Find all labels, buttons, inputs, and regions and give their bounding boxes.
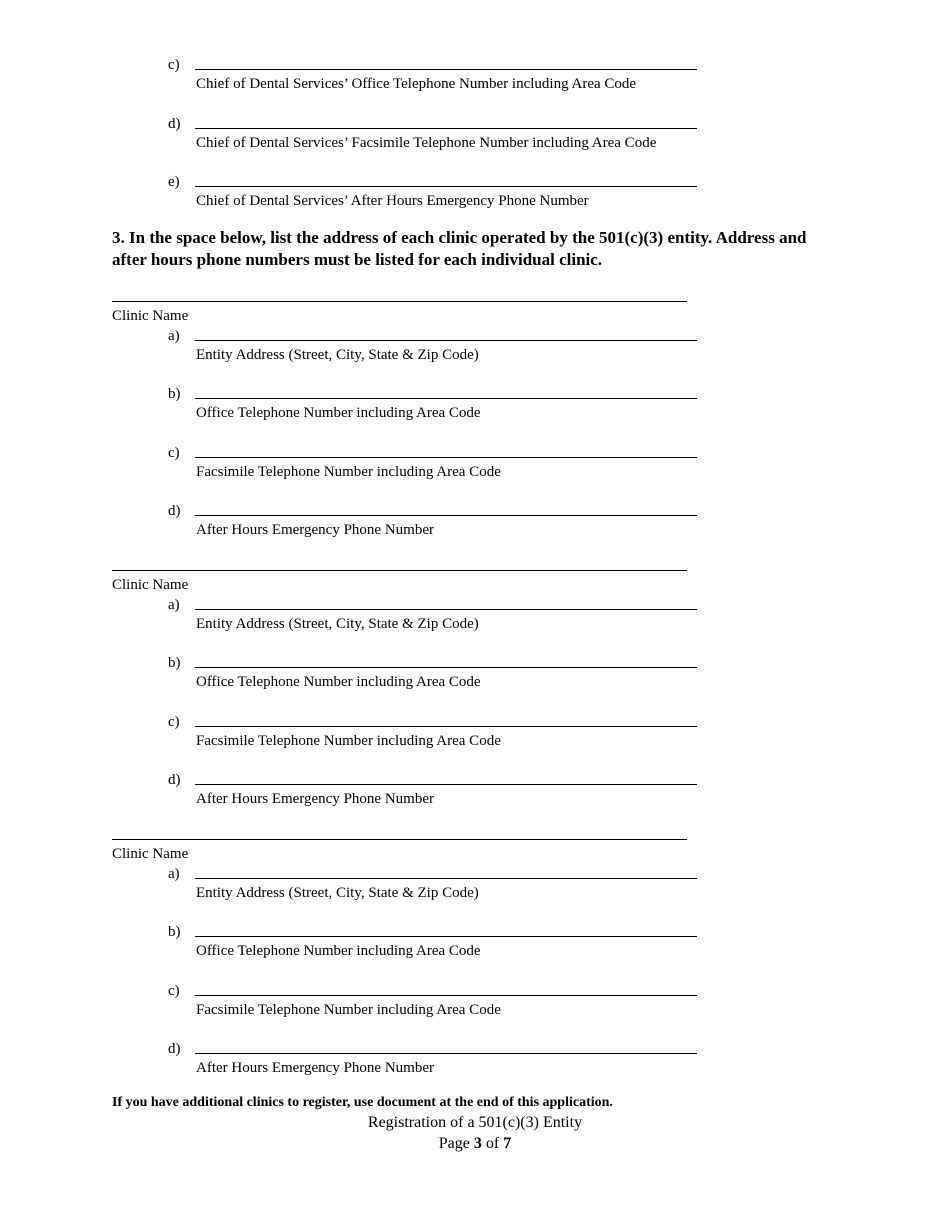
item-marker: c) (168, 983, 180, 999)
field-caption: Office Telephone Number including Area Code (196, 674, 481, 690)
field-caption: Entity Address (Street, City, State & Zip Code) (196, 347, 479, 363)
clinic-name-line[interactable] (112, 839, 687, 840)
clinic-name-label: Clinic Name (112, 846, 189, 862)
fill-in-line[interactable] (195, 186, 697, 187)
item-marker: c) (168, 714, 180, 730)
clinic-name-line[interactable] (112, 570, 687, 571)
page-of: of (485, 1135, 500, 1152)
field-caption: Office Telephone Number including Area Code (196, 405, 481, 421)
item-marker: b) (168, 655, 181, 671)
field-caption: After Hours Emergency Phone Number (196, 1060, 434, 1076)
field-caption: Entity Address (Street, City, State & Zip Code) (196, 616, 479, 632)
item-marker: d) (168, 503, 181, 519)
address-line[interactable] (195, 609, 697, 610)
fax-line[interactable] (195, 995, 697, 996)
item-marker: c) (168, 57, 180, 73)
address-line[interactable] (195, 340, 697, 341)
office-phone-line[interactable] (195, 398, 697, 399)
clinic-name-label: Clinic Name (112, 577, 189, 593)
field-caption: Facsimile Telephone Number including Area Code (196, 1002, 501, 1018)
office-phone-line[interactable] (195, 936, 697, 937)
field-caption: Chief of Dental Services’ Facsimile Telephone Number including Area Code (196, 135, 657, 151)
page-total: 7 (503, 1135, 512, 1152)
item-marker: d) (168, 772, 181, 788)
fax-line[interactable] (195, 457, 697, 458)
additional-clinics-note: If you have additional clinics to register, use document at the end of this application. (112, 1095, 613, 1110)
page-word: Page (438, 1135, 470, 1152)
fill-in-line[interactable] (195, 69, 697, 70)
item-marker: b) (168, 924, 181, 940)
clinic-name-line[interactable] (112, 301, 687, 302)
item-marker: c) (168, 445, 180, 461)
emergency-phone-line[interactable] (195, 515, 697, 516)
field-caption: Chief of Dental Services’ After Hours Emergency Phone Number (196, 193, 589, 209)
page-number (0, 1135, 950, 1153)
document-title: Registration of a 501(c)(3) Entity (367, 1114, 583, 1131)
section-3-heading: 3. In the space below, list the address of each clinic operated by the 501(c)(3) entity. Address and after hours phone numbers must be listed for each individual clinic. (112, 228, 807, 269)
field-caption: Facsimile Telephone Number including Area Code (196, 464, 501, 480)
emergency-phone-line[interactable] (195, 1053, 697, 1054)
field-caption: Chief of Dental Services’ Office Telephone Number including Area Code (196, 76, 637, 92)
item-marker: d) (168, 1041, 181, 1057)
fax-line[interactable] (195, 726, 697, 727)
clinic-name-label: Clinic Name (112, 308, 189, 324)
item-marker: d) (168, 116, 181, 132)
item-marker: e) (168, 174, 180, 190)
address-line[interactable] (195, 878, 697, 879)
field-caption: Entity Address (Street, City, State & Zip Code) (196, 885, 479, 901)
emergency-phone-line[interactable] (195, 784, 697, 785)
item-marker: a) (168, 328, 180, 344)
item-marker: a) (168, 866, 180, 882)
field-caption: After Hours Emergency Phone Number (196, 522, 434, 538)
field-caption: Facsimile Telephone Number including Area Code (196, 733, 501, 749)
field-caption: After Hours Emergency Phone Number (196, 791, 434, 807)
fill-in-line[interactable] (195, 128, 697, 129)
page-current: 3 (473, 1135, 482, 1152)
office-phone-line[interactable] (195, 667, 697, 668)
item-marker: a) (168, 597, 180, 613)
field-caption: Office Telephone Number including Area Code (196, 943, 481, 959)
item-marker: b) (168, 386, 181, 402)
